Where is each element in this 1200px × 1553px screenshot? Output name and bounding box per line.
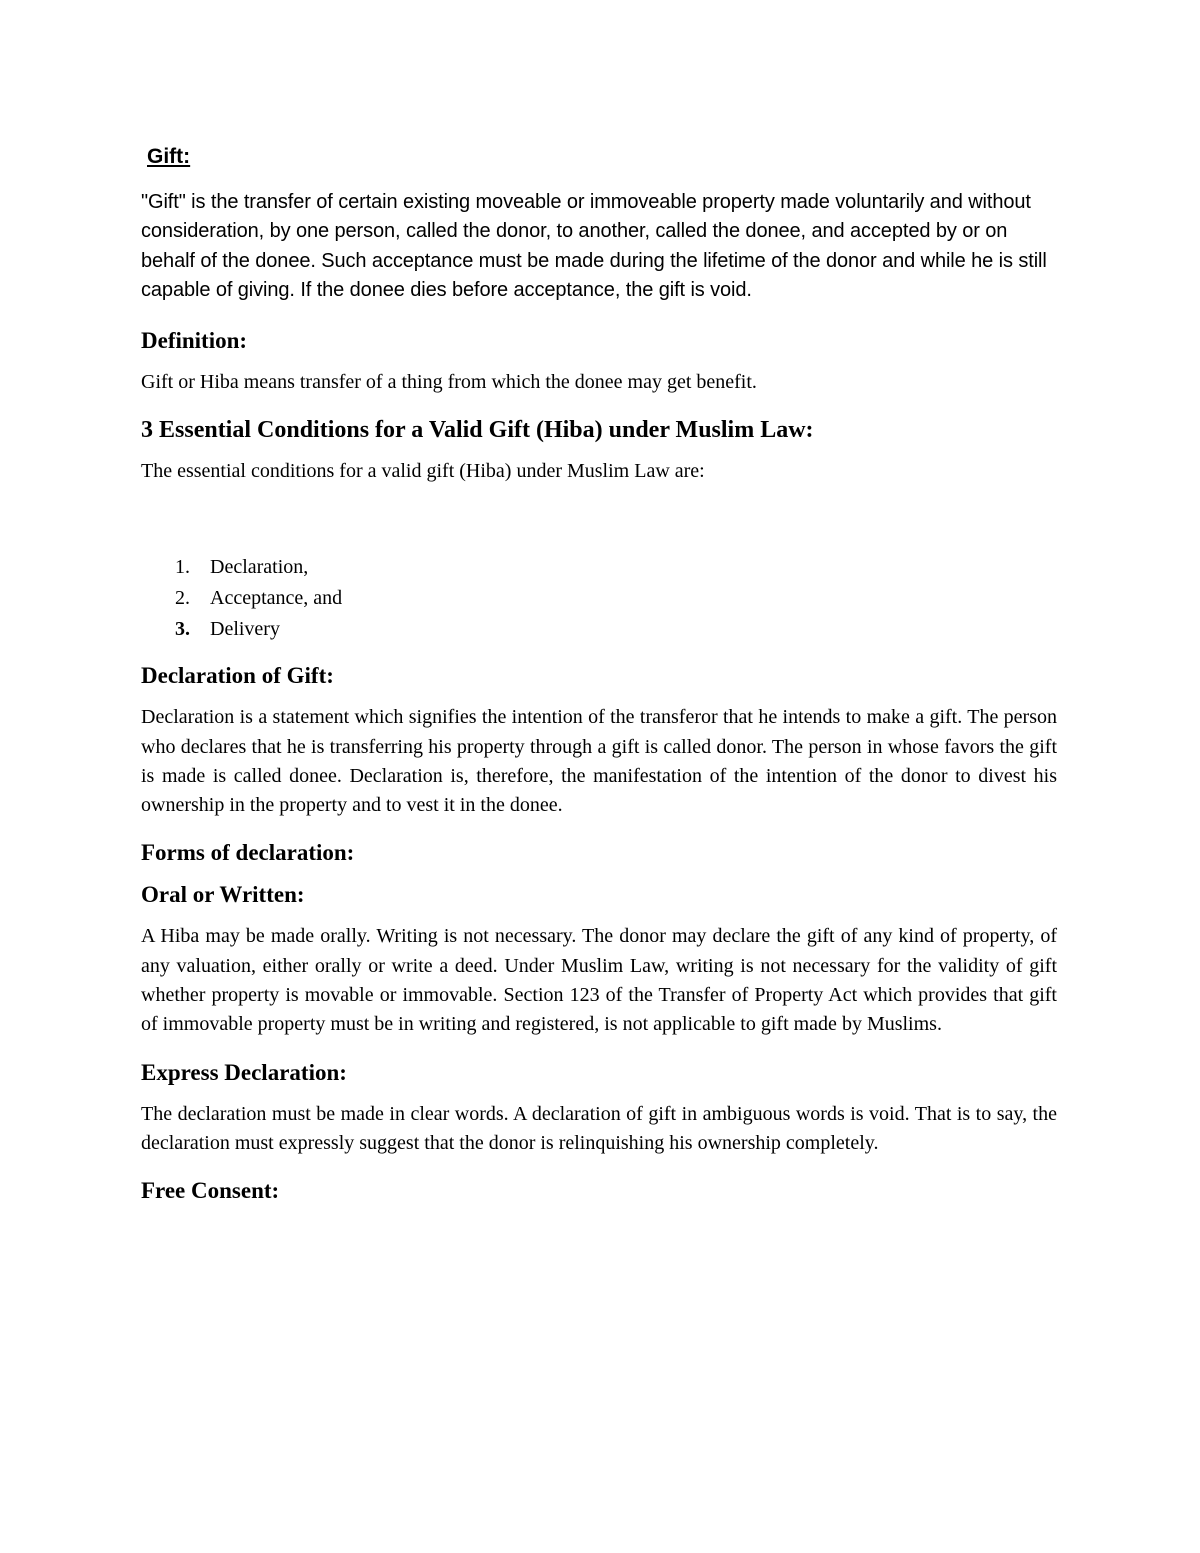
- express-declaration-paragraph: The declaration must be made in clear words. A declaration of gift in ambiguous words is void. That is to say, the declaration must expressly suggest that the donor is relinquishing his ownership completely.: [141, 1102, 1057, 1154]
- free-consent-heading: Free Consent:: [141, 1178, 280, 1204]
- list-number: 1.: [175, 556, 190, 579]
- list-item-label: Acceptance, and: [210, 587, 343, 610]
- list-item: [175, 552, 1057, 583]
- conditions-heading: 3 Essential Conditions for a Valid Gift (Hiba) under Muslim Law:: [141, 416, 814, 443]
- list-item-label: Delivery: [210, 618, 280, 641]
- oral-written-heading: Oral or Written:: [141, 882, 305, 908]
- express-declaration-heading: Express Declaration:: [141, 1059, 347, 1085]
- list-number: 2.: [175, 587, 190, 610]
- conditions-list: [141, 552, 1057, 645]
- declaration-paragraph: Declaration is a statement which signifies the intention of the transferor that he intends to make a gift. The person who declares that he is transferring his property through a gift is called donor. The person in whose favors the gift is made is called donee. Declaration is, therefore, the manifestation of the intention of the donor to divest his ownership in the property and to vest it in the donee.: [141, 706, 1057, 817]
- document-body: [141, 140, 1057, 1218]
- list-number: 3.: [175, 618, 190, 641]
- forms-heading: Forms of declaration:: [141, 840, 355, 866]
- list-item-label: Declaration,: [210, 556, 309, 579]
- conditions-intro: The essential conditions for a valid gift (Hiba) under Muslim Law are:: [141, 459, 705, 482]
- definition-paragraph: Gift or Hiba means transfer of a thing from which the donee may get benefit.: [141, 370, 757, 393]
- list-item: [175, 583, 1057, 614]
- blank-line: [141, 504, 1057, 552]
- gift-paragraph: "Gift" is the transfer of certain existing moveable or immoveable property made voluntarily and without consideration, by one person, called the donor, to another, called the donee, and accepted by or on behalf of the donee. Such acceptance must be made during the lifetime of the donor and while he is still capable of giving. If the donee dies before acceptance, the gift is void.: [141, 191, 1047, 302]
- list-item: [175, 614, 1057, 645]
- gift-heading: Gift:: [147, 145, 191, 168]
- declaration-heading: Declaration of Gift:: [141, 663, 334, 689]
- definition-heading: Definition:: [141, 327, 248, 353]
- oral-written-paragraph: A Hiba may be made orally. Writing is not necessary. The donor may declare the gift of any kind of property, of any valuation, either orally or write a deed. Under Muslim Law, writing is not necessary for the validity of gift whether property is movable or immovable. Section 123 of the Transfer of Property Act which provides that gift of immovable property must be in writing and registered, is not applicable to gift made by Muslims.: [141, 925, 1057, 1036]
